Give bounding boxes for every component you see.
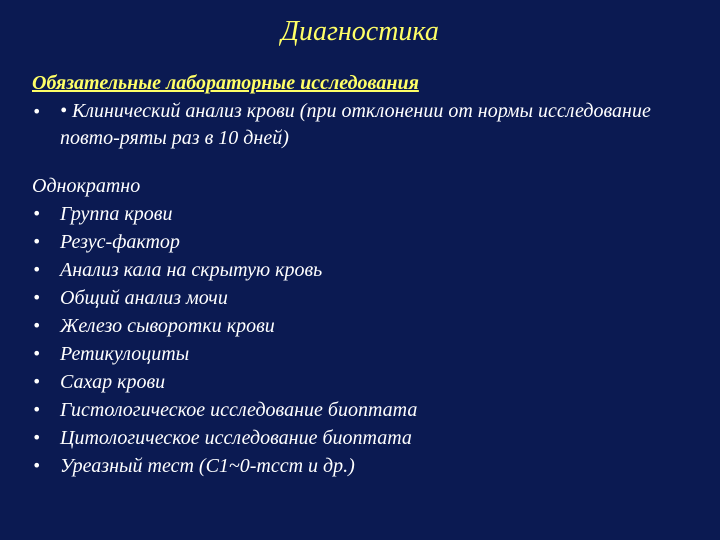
list-item	[32, 424, 692, 452]
list-item	[32, 284, 692, 312]
spacer	[32, 152, 692, 172]
list-item	[32, 256, 692, 284]
bullet-icon: •	[32, 288, 42, 307]
list-item-text: Цитологическое исследование биоптата	[60, 427, 412, 449]
list-item-text: Ретикулоциты	[60, 343, 190, 365]
list-item-text: • Клинический анализ крови (при отклонении от нормы исследование повто-ряты раз в 10 дней)	[60, 100, 651, 149]
list-item-blood-test	[32, 98, 692, 152]
list-item	[32, 200, 692, 228]
bullet-icon: •	[32, 316, 42, 335]
list-item-text: Уреазный тест (C1~0-тсст и др.)	[60, 455, 355, 477]
bullet-icon: •	[32, 102, 42, 121]
slide-title: Диагностика	[281, 16, 439, 47]
list-item	[32, 340, 692, 368]
list-item	[32, 452, 692, 480]
slide-content	[32, 70, 692, 480]
bullet-icon: •	[32, 204, 42, 223]
list-item-text: Общий анализ мочи	[60, 287, 228, 309]
bullet-icon: •	[32, 400, 42, 419]
section-heading-once: Однократно	[32, 175, 141, 197]
bullet-icon: •	[32, 260, 42, 279]
list-item	[32, 312, 692, 340]
bullet-icon: •	[32, 456, 42, 475]
list-item-text: Железо сыворотки крови	[60, 315, 275, 337]
list-item-text: Группа крови	[60, 203, 173, 225]
section-heading-mandatory: Обязательные лабораторные исследования	[32, 72, 419, 94]
list-item-text: Гистологическое исследование биоптата	[60, 399, 418, 421]
list-item	[32, 396, 692, 424]
list-item-text: Резус-фактор	[60, 231, 180, 253]
once-list	[32, 200, 692, 480]
list-item	[32, 368, 692, 396]
list-item	[32, 228, 692, 256]
list-item-text: Анализ кала на скрытую кровь	[60, 259, 323, 281]
bullet-icon: •	[32, 232, 42, 251]
bullet-icon: •	[32, 344, 42, 363]
bullet-icon: •	[32, 372, 42, 391]
bullet-icon: •	[32, 428, 42, 447]
list-item-text: Сахар крови	[60, 371, 166, 393]
